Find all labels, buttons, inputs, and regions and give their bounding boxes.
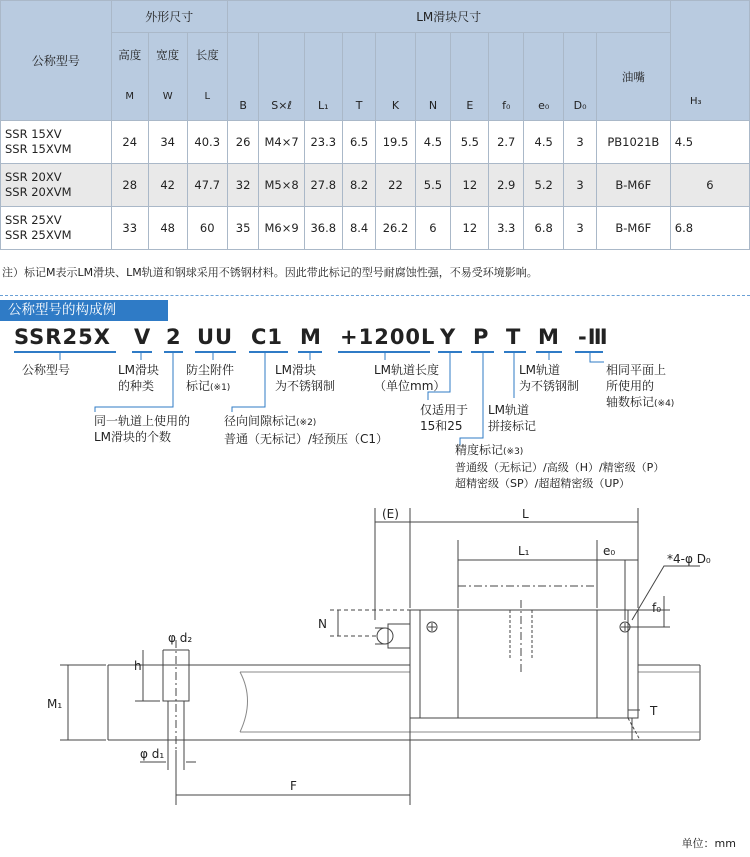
cell-D0: 3	[564, 164, 597, 207]
header-L1: L₁	[304, 33, 342, 121]
header-K: K	[376, 33, 415, 121]
dim-F: F	[290, 779, 297, 793]
label-joint: LM轨道 拼接标记	[488, 403, 537, 433]
dim-h: h	[134, 659, 142, 673]
label-dust: 防尘附件 标记(※1)	[186, 363, 235, 393]
cell-L: 60	[187, 207, 227, 250]
cell-f0: 3.3	[489, 207, 524, 250]
cell-L1: 23.3	[304, 121, 342, 164]
label-blocks-count: 同一轨道上使用的 LM滑块的个数	[94, 414, 191, 444]
section-title: 公称型号的构成例	[0, 300, 168, 321]
dim-L1: L₁	[518, 544, 530, 558]
dim-T: T	[650, 704, 658, 718]
cell-H3: 4.5	[670, 121, 749, 164]
table-row	[1, 207, 750, 250]
code-part-joint: T	[506, 325, 522, 349]
cell-Sxl: M4×7	[259, 121, 304, 164]
dim-D0: *4-φ D₀	[667, 552, 711, 566]
cell-e0: 5.2	[524, 164, 564, 207]
header-height: 高度 M	[111, 33, 148, 121]
cell-f0: 2.7	[489, 121, 524, 164]
header-D0: D₀	[564, 33, 597, 121]
dim-d2: φ d₂	[168, 631, 193, 645]
code-part-count: 2	[166, 325, 182, 349]
cell-B: 32	[227, 164, 259, 207]
code-part-accuracy: P	[473, 325, 490, 349]
cell-E: 12	[451, 207, 489, 250]
code-part-series: SSR25X	[14, 325, 111, 349]
cell-e0: 6.8	[524, 207, 564, 250]
cell-L1: 36.8	[304, 207, 342, 250]
cell-W: 34	[148, 121, 187, 164]
cell-T: 8.4	[342, 207, 376, 250]
cell-M: 24	[111, 121, 148, 164]
code-part-clearance: C1	[251, 325, 284, 349]
cell-T: 6.5	[342, 121, 376, 164]
dim-E: (E)	[382, 507, 399, 521]
label-axes: 相同平面上 所使用的 轴数标记(※4)	[606, 363, 675, 409]
section-divider	[0, 295, 750, 296]
cell-K: 22	[376, 164, 415, 207]
cell-D0: 3	[564, 207, 597, 250]
cell-grease: B-M6F	[596, 207, 670, 250]
header-outer: 外形尺寸	[111, 1, 227, 33]
table-row	[1, 164, 750, 207]
cell-B: 35	[227, 207, 259, 250]
cell-Sxl: M6×9	[259, 207, 304, 250]
header-length: 长度 L	[187, 33, 227, 121]
cell-W: 48	[148, 207, 187, 250]
cell-grease: B-M6F	[596, 164, 670, 207]
unit-label: 单位：mm	[681, 837, 736, 850]
dim-L: L	[522, 507, 529, 521]
table-row	[1, 121, 750, 164]
cell-f0: 2.9	[489, 164, 524, 207]
label-accuracy: 精度标记(※3) 普通级（无标记）/高级（H）/精密级（P） 超精密级（SP）/超超精密级（UP）	[455, 443, 665, 490]
header-e0: e₀	[524, 33, 564, 121]
model-cell: SSR 25XV SSR 25XVM	[1, 207, 112, 250]
label-clearance: 径向间隙标记(※2) 普通（无标记）/轻预压（C1）	[224, 414, 389, 446]
dim-d1: φ d₁	[140, 747, 165, 761]
code-part-axes: -Ⅲ	[578, 325, 609, 349]
header-width: 宽度 W	[148, 33, 187, 121]
code-part-block-ss: M	[300, 325, 322, 349]
cell-T: 8.2	[342, 164, 376, 207]
cell-M: 33	[111, 207, 148, 250]
cell-N: 4.5	[415, 121, 451, 164]
cell-K: 19.5	[376, 121, 415, 164]
label-block-type: LM滑块 的种类	[118, 363, 160, 393]
header-T: T	[342, 33, 376, 121]
header-blank	[670, 1, 749, 121]
label-rail-length: LM轨道长度 （单位mm）	[374, 363, 446, 393]
cell-N: 6	[415, 207, 451, 250]
label-rail-ss: LM轨道 为不锈钢制	[519, 363, 580, 393]
header-E: E	[451, 33, 489, 121]
code-part-y: Y	[440, 325, 457, 349]
cell-N: 5.5	[415, 164, 451, 207]
cell-e0: 4.5	[524, 121, 564, 164]
cell-H3: 6.8	[670, 207, 749, 250]
cell-L: 40.3	[187, 121, 227, 164]
dim-e0: e₀	[603, 544, 616, 558]
cell-L: 47.7	[187, 164, 227, 207]
cell-B: 26	[227, 121, 259, 164]
cell-K: 26.2	[376, 207, 415, 250]
header-grease: 油嘴	[596, 33, 670, 121]
code-part-rail-length: +1200L	[340, 325, 436, 349]
model-cell: SSR 20XV SSR 20XVM	[1, 164, 112, 207]
header-lm-block: LM滑块尺寸	[227, 1, 670, 33]
cell-E: 5.5	[451, 121, 489, 164]
header-model: 公称型号	[1, 1, 112, 121]
code-part-type: V	[134, 325, 152, 349]
header-B: B	[227, 33, 259, 121]
code-part-dust: UU	[197, 325, 234, 349]
header-N: N	[415, 33, 451, 121]
header-Sxl: S×ℓ	[259, 33, 304, 121]
cell-Sxl: M5×8	[259, 164, 304, 207]
cell-grease: PB1021B	[596, 121, 670, 164]
header-f0: f₀	[489, 33, 524, 121]
footnote: 注）标记M表示LM滑块、LM轨道和钢球采用不锈钢材料。因此带此标记的型号耐腐蚀性强，不易受环境影响。	[2, 266, 538, 279]
header-H3: H₃	[690, 96, 702, 107]
cell-M: 28	[111, 164, 148, 207]
dim-M1: M₁	[47, 697, 63, 711]
dim-N: N	[318, 617, 327, 631]
code-part-rail-ss: M	[538, 325, 560, 349]
dim-f0: f₀	[652, 601, 662, 615]
cell-L1: 27.8	[304, 164, 342, 207]
label-model: 公称型号	[22, 363, 71, 377]
cell-E: 12	[451, 164, 489, 207]
label-only-for: 仅适用于 15和25	[420, 403, 469, 433]
technical-drawing	[0, 500, 750, 820]
label-block-ss: LM滑块 为不锈钢制	[275, 363, 336, 393]
cell-H3: 6	[670, 164, 749, 207]
spec-table	[0, 0, 750, 250]
cell-W: 42	[148, 164, 187, 207]
cell-D0: 3	[564, 121, 597, 164]
model-cell: SSR 15XV SSR 15XVM	[1, 121, 112, 164]
